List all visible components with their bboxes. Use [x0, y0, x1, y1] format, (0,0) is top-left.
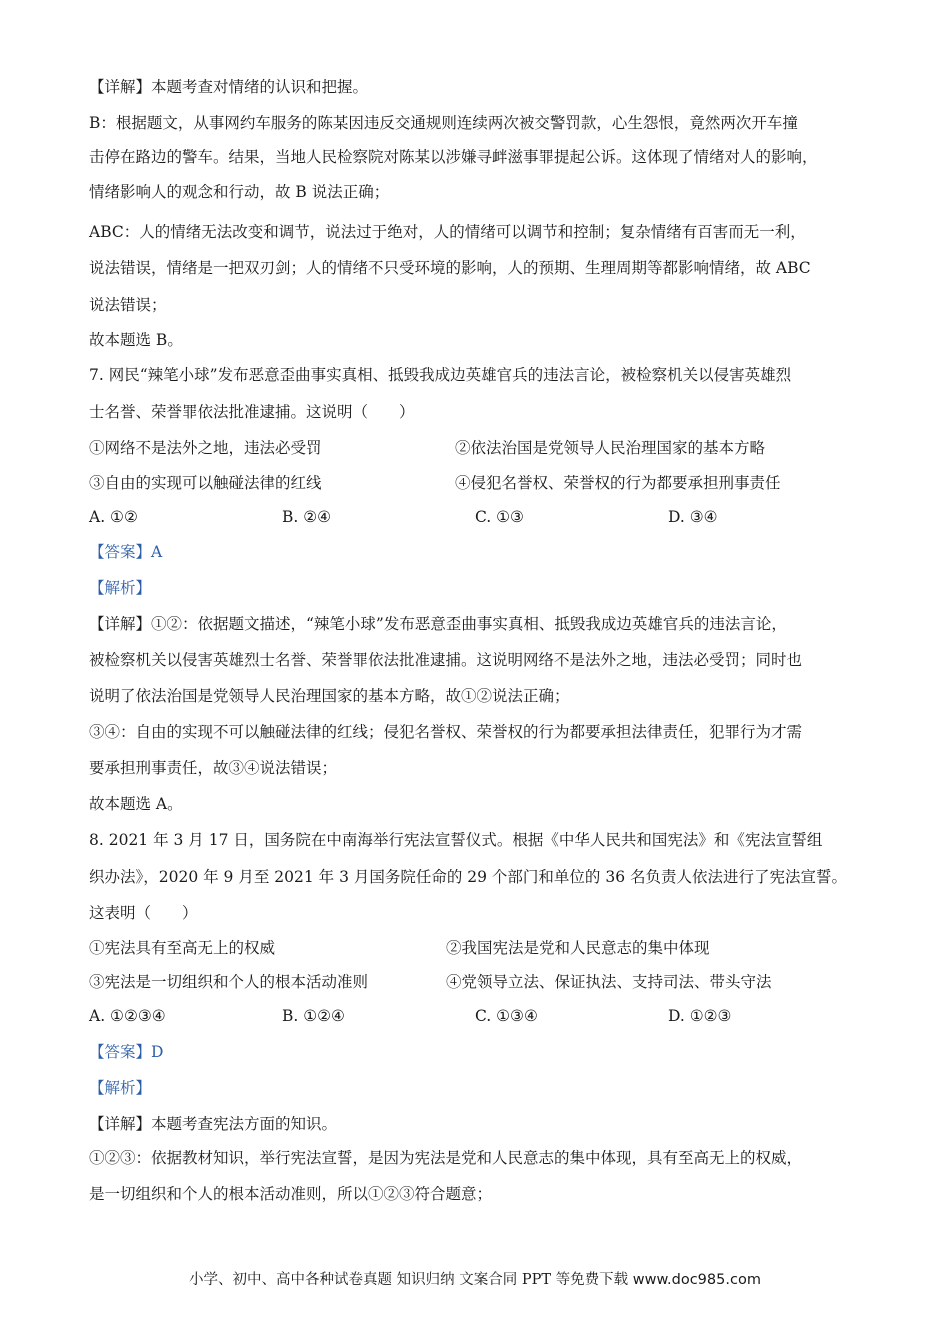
q8-choice-b: B. ①②④: [282, 1007, 345, 1025]
question-7-stem: 士名誉、荣誉罪依法批准逮捕。这说明（ ）: [89, 403, 415, 421]
text-line: 要承担刑事责任，故③④说法错误；: [89, 759, 338, 777]
text-line: 【详解】本题考查对情绪的认识和把握。: [89, 78, 369, 96]
footer-link[interactable]: www.doc985.com: [632, 1272, 761, 1288]
text-line: 说法错误；: [89, 296, 167, 314]
q8-choice-c: C. ①③④: [475, 1007, 538, 1025]
q7-choice-a: A. ①②: [89, 508, 138, 526]
text-line: 说明了依法治国是党领导人民治理国家的基本方略，故①②说法正确；: [89, 687, 570, 705]
q7-choice-d: D. ③④: [668, 508, 718, 526]
text-line: ABC：人的情绪无法改变和调节，说法过于绝对，人的情绪可以调节和控制；复杂情绪有百害而无一利，: [89, 223, 806, 241]
q8-choice-d: D. ①②③: [668, 1007, 732, 1025]
q7-statement-1: ①网络不是法外之地，违法必受罚: [89, 439, 322, 457]
question-8-stem: 8. 2021 年 3 月 17 日，国务院在中南海举行宪法宣誓仪式。根据《中华人民共和国宪法》和《宪法宣誓组: [89, 831, 823, 849]
text-line: B：根据题文，从事网约车服务的陈某因违反交通规则连续两次被交警罚款，心生怨恨，竟然两次开车撞: [89, 114, 798, 132]
text-line: 被检察机关以侵害英雄烈士名誉、荣誉罪依法批准逮捕。这说明网络不是法外之地，违法必受罚；同时也: [89, 651, 803, 669]
q7-statement-4: ④侵犯名誉权、荣誉权的行为都要承担刑事责任: [455, 474, 781, 492]
text-line: ①②③：依据教材知识，举行宪法宣誓，是因为宪法是党和人民意志的集中体现，具有至高无上的权威，: [89, 1149, 803, 1167]
answer-label: 【答案】A: [89, 543, 163, 561]
text-line: 击停在路边的警车。结果，当地人民检察院对陈某以涉嫌寻衅滋事罪提起公诉。这体现了情绪对人的影响，: [89, 148, 818, 166]
q8-choice-a: A. ①②③④: [89, 1007, 166, 1025]
text-line: 【详解】本题考查宪法方面的知识。: [89, 1115, 338, 1133]
text-line: 【详解】①②：依据题文描述，“辣笔小球”发布恶意歪曲事实真相、抵毁我成边英雄官兵的违法言论，: [89, 615, 787, 633]
q8-statement-4: ④党领导立法、保证执法、支持司法、带头守法: [446, 973, 772, 991]
text-line: 说法错误，情绪是一把双刃剑；人的情绪不只受环境的影响，人的预期、生理周期等都影响情绪，故 ABC: [89, 259, 811, 277]
text-line: 故本题选 B。: [89, 331, 183, 349]
text-line: 是一切组织和个人的根本活动准则，所以①②③符合题意；: [89, 1185, 493, 1203]
question-8-stem: 这表明（ ）: [89, 904, 198, 922]
q8-statement-2: ②我国宪法是党和人民意志的集中体现: [446, 939, 710, 957]
q7-statement-3: ③自由的实现可以触碰法律的红线: [89, 474, 322, 492]
footer-text: 小学、初中、高中各种试卷真题 知识归纳 文案合同 PPT 等免费下载: [189, 1272, 629, 1288]
question-7-stem: 7. 网民“辣笔小球”发布恶意歪曲事实真相、抵毁我成边英雄官兵的违法言论，被检察机关以侵害英雄烈: [89, 366, 792, 384]
text-line: 故本题选 A。: [89, 795, 183, 813]
q7-choice-b: B. ②④: [282, 508, 332, 526]
analysis-label: 【解析】: [89, 1079, 152, 1097]
q7-statement-2: ②依法治国是党领导人民治理国家的基本方略: [455, 439, 766, 457]
analysis-label: 【解析】: [89, 579, 152, 597]
q7-choice-c: C. ①③: [475, 508, 524, 526]
answer-label: 【答案】D: [89, 1043, 164, 1061]
question-8-stem: 织办法》，2020 年 9 月至 2021 年 3 月国务院任命的 29 个部门和单位的 36 名负责人依法进行了宪法宣誓。: [89, 868, 848, 886]
text-line: 情绪影响人的观念和行动，故 B 说法正确；: [89, 183, 390, 201]
page-footer: [0, 1268, 950, 1289]
text-line: ③④：自由的实现不可以触碰法律的红线；侵犯名誉权、荣誉权的行为都要承担法律责任，犯罪行为才需: [89, 723, 803, 741]
q8-statement-1: ①宪法具有至高无上的权威: [89, 939, 276, 957]
q8-statement-3: ③宪法是一切组织和个人的根本活动准则: [89, 973, 369, 991]
